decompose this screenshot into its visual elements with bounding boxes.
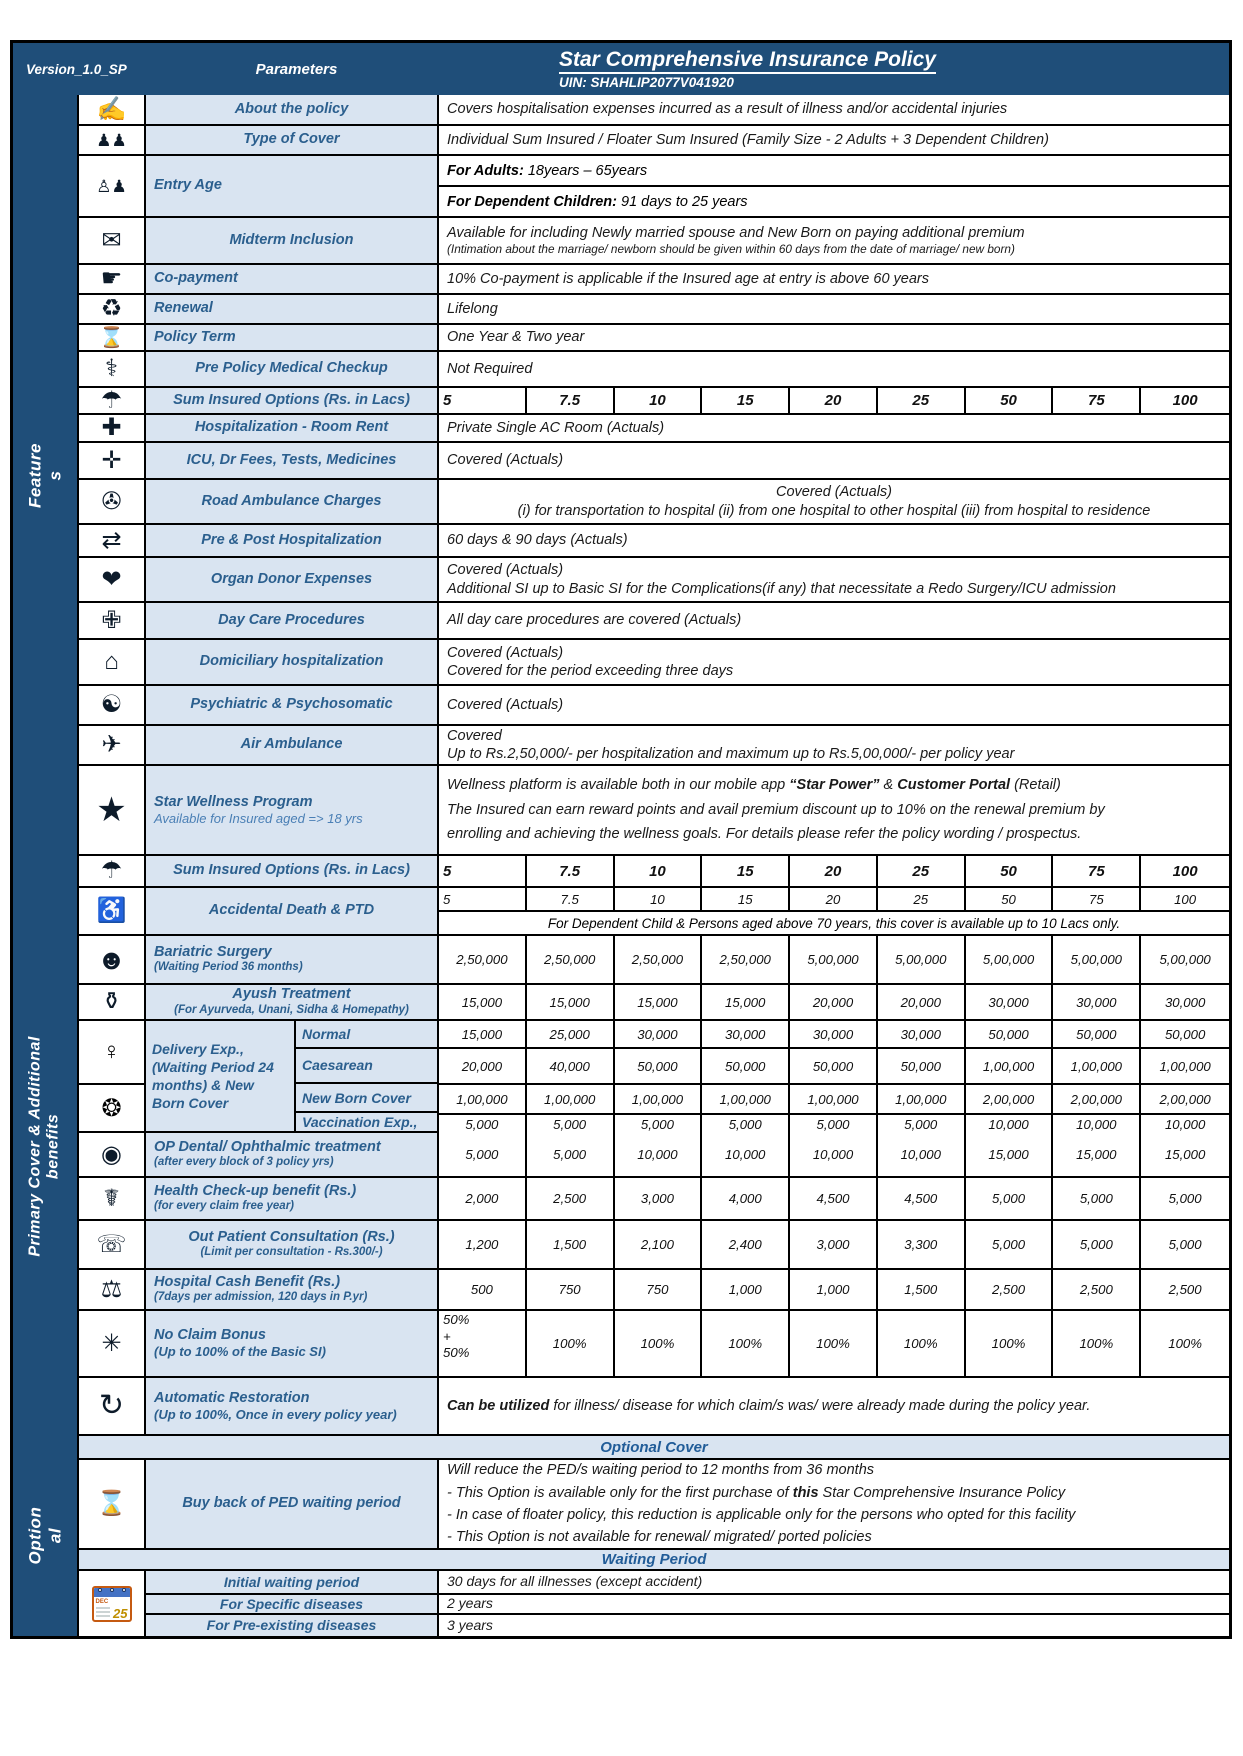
- medical-checkup-icon: ⚕: [79, 352, 146, 386]
- accidental-death-row: [79, 888, 1229, 936]
- row-label: Out Patient Consultation (Rs.) (Limit per consultation - Rs.300/-): [146, 1221, 439, 1268]
- cash-benefit-icon: ⚖: [79, 1270, 146, 1309]
- row-value: 2 years: [439, 1595, 1229, 1613]
- row-sublabel: (Limit per consultation - Rs.300/-): [200, 1246, 383, 1259]
- preexisting-diseases-row: [146, 1615, 1229, 1636]
- organ-donor-icon: ❤: [79, 558, 146, 601]
- pregnancy-icon: ♀: [79, 1021, 144, 1085]
- row-label: Domiciliary hospitalization: [146, 640, 439, 684]
- vaccination-values-row: 5,000 5,000 5,000 5,000 5,000 5,000 10,000 10,000 10,000: [439, 1115, 1229, 1133]
- entry-age-children: For Dependent Children: 91 days to 25 years: [439, 187, 1229, 216]
- sum-insured-column: 100: [1172, 862, 1198, 880]
- row-label: Renewal: [146, 295, 439, 323]
- newborn-values-row: 1,00,000 1,00,000 1,00,000 1,00,000 1,00,000 1,00,000 2,00,000 2,00,000 2,00,000: [439, 1085, 1229, 1115]
- buyback-ped-row: [79, 1460, 1229, 1550]
- row-label: Psychiatric & Psychosomatic: [146, 686, 439, 724]
- row-label: Buy back of PED waiting period: [146, 1460, 439, 1548]
- row-value: Not Required: [439, 352, 1229, 386]
- table-row: [79, 766, 1229, 856]
- header-band: [13, 43, 1229, 95]
- row-value: Wellness platform is available both in our mobile app “Star Power” & Customer Portal (Retail) The Insured can earn reward points and avail premium discount up to 10% on the renewal premium by enrolling and achieving the wellness goals. For details please refer the policy wording / prospectus.: [439, 766, 1229, 854]
- row-value: Covered (Actuals) Additional SI up to Basic SI for the Complications(if any) that necessitate a Redo Surgery/ICU admission: [439, 558, 1229, 601]
- sum-insured-column: 5: [439, 856, 527, 886]
- row-value: Private Single AC Room (Actuals): [439, 415, 1229, 441]
- row-label: Co-payment: [146, 265, 439, 293]
- primary-cover-label: Primary Cover & Additional benefits: [26, 1035, 62, 1257]
- value-cell: 20,000: [878, 985, 966, 1019]
- restoration-icon: ↻: [79, 1378, 146, 1434]
- table-row: [79, 265, 1229, 295]
- table-row: [79, 218, 1229, 265]
- row-label: Initial waiting period: [146, 1571, 439, 1593]
- value-cell: 5,00,000: [1053, 936, 1141, 983]
- benefit-row: ⚖ Hospital Cash Benefit (Rs.) (7days per admission, 120 days in P.yr) 500 750 750 1,000 1,000 1,500 2,500 2,500 2,500: [79, 1270, 1229, 1311]
- optional-cover-banner: Optional Cover: [79, 1436, 1229, 1460]
- row-value: Can be utilized for illness/ disease for which claim/s was/ were already made during the policy year.: [439, 1378, 1229, 1434]
- sum-insured-column: 50: [966, 856, 1054, 886]
- row-sublabel: (after every block of 3 policy yrs): [154, 1156, 334, 1169]
- row-label: ICU, Dr Fees, Tests, Medicines: [146, 443, 439, 478]
- umbrella-icon: ☂: [79, 388, 146, 413]
- wheelchair-icon: ♿: [79, 888, 146, 934]
- table-row: [79, 480, 1229, 525]
- no-claim-bonus-row: ✳ No Claim Bonus (Up to 100% of the Basic SI) 50% + 50% 100% 100% 100% 100% 100% 100% 100% 100%: [79, 1311, 1229, 1378]
- value-cell: 2,50,000: [439, 936, 527, 983]
- row-label: About the policy: [146, 95, 439, 124]
- row-value: 30 days for all illnesses (except accident): [439, 1571, 1229, 1593]
- row-value: Covered (Actuals): [439, 686, 1229, 724]
- value-cell: 5,00,000: [966, 936, 1054, 983]
- mental-health-icon: ☯: [79, 686, 146, 724]
- value-cell: 2,50,000: [615, 936, 703, 983]
- hospital-building-icon: ✚: [79, 415, 146, 441]
- sum-insured-column: 10: [615, 388, 703, 413]
- sum-insured-column: 7.5: [527, 388, 615, 413]
- value-cell: 25: [878, 888, 966, 910]
- row-label: Policy Term: [146, 325, 439, 350]
- value-cell: 100: [1174, 891, 1197, 907]
- document-pen-icon: ✍: [79, 95, 146, 124]
- day-care-icon: ✙: [79, 603, 146, 638]
- row-label: For Specific diseases: [146, 1595, 439, 1613]
- row-sublabel: (For Ayurveda, Unani, Sidha & Homepathy): [174, 1003, 409, 1016]
- row-label: Day Care Procedures: [146, 603, 439, 638]
- page-title: Star Comprehensive Insurance Policy: [559, 48, 936, 74]
- doctor-icon: ☤: [79, 1178, 146, 1219]
- value-cell: 15,000: [702, 985, 790, 1019]
- row-label: Organ Donor Expenses: [146, 558, 439, 601]
- bonus-icon: ✳: [79, 1311, 146, 1376]
- table-row: [79, 640, 1229, 686]
- pre-post-arrows-icon: ⇄: [79, 525, 146, 556]
- umbrella-icon: ☂: [79, 856, 146, 886]
- row-label: Midterm Inclusion: [146, 218, 439, 263]
- sum-insured-options-row: [79, 388, 1229, 415]
- row-value: One Year & Two year: [439, 325, 1229, 350]
- parameters-heading: Parameters: [255, 60, 338, 78]
- row-label: OP Dental/ Ophthalmic treatment (after every block of 3 policy yrs): [146, 1133, 439, 1176]
- sidebar-section-optional: [13, 1436, 77, 1636]
- buyback-icon: ⌛: [79, 1460, 146, 1548]
- value-cell: 15,000: [439, 985, 527, 1019]
- table-row: [79, 443, 1229, 480]
- section-sidebar: [13, 95, 79, 1636]
- row-label: Automatic Restoration (Up to 100%, Once in every policy year): [146, 1378, 439, 1434]
- row-value: Covered Up to Rs.2,50,000/- per hospitalization and maximum up to Rs.5,00,000/- per policy year: [439, 726, 1229, 764]
- uin-label: UIN: SHAHLIP2077V041920: [559, 74, 734, 90]
- value-cell: 20,000: [790, 985, 878, 1019]
- row-label: Ayush Treatment (For Ayurveda, Unani, Sidha & Homepathy): [146, 985, 439, 1019]
- dental-eye-icon: ◉: [79, 1133, 146, 1176]
- value-cell: 15,000: [527, 985, 615, 1019]
- benefit-row: ☤ Health Check-up benefit (Rs.) (for every claim free year) 2,000 2,500 3,000 4,000 4,500 4,500 5,000 5,000 5,000: [79, 1178, 1229, 1221]
- sum-insured-column: 20: [790, 856, 878, 886]
- sum-insured-column: 7.5: [527, 856, 615, 886]
- row-value: Lifelong: [439, 295, 1229, 323]
- age-group-icon: ♙♟: [79, 156, 146, 216]
- ambulance-icon: ✇: [79, 480, 146, 523]
- delivery-sublabel-caesarean: Caesarean: [296, 1049, 437, 1084]
- delivery-sublabel-normal: Normal: [296, 1021, 437, 1049]
- row-value: Individual Sum Insured / Floater Sum Insured (Family Size - 2 Adults + 3 Dependent Children): [439, 126, 1229, 154]
- sum-insured-column: 75: [1053, 388, 1141, 413]
- benefit-row: [79, 936, 1229, 985]
- normal-values-row: 15,000 25,000 30,000 30,000 30,000 30,000 50,000 50,000 50,000: [439, 1021, 1229, 1049]
- initial-waiting-row: [146, 1571, 1229, 1595]
- sidebar-section-primary-cover: [13, 856, 77, 1436]
- row-label: Accidental Death & PTD: [146, 888, 439, 934]
- value-cell: 20: [790, 888, 878, 910]
- sum-insured-column: 100: [1172, 392, 1198, 409]
- calendar-icon: DEC 25: [79, 1571, 146, 1636]
- sum-insured-column: 50: [966, 388, 1054, 413]
- row-value: 3 years: [439, 1615, 1229, 1636]
- row-sublabel: (7days per admission, 120 days in P.yr): [154, 1291, 368, 1304]
- row-value: 60 days & 90 days (Actuals): [439, 525, 1229, 556]
- value-cell: 30,000: [966, 985, 1054, 1019]
- table-row: [79, 558, 1229, 603]
- delivery-label: Delivery Exp., (Waiting Period 24 months) & New Born Cover: [146, 1021, 296, 1131]
- row-label: Pre & Post Hospitalization: [146, 525, 439, 556]
- benefit-row: ☏ Out Patient Consultation (Rs.) (Limit per consultation - Rs.300/-) 1,200 1,500 2,100 2,400 3,000 3,300 5,000 5,000 5,000: [79, 1221, 1229, 1270]
- row-value: Covers hospitalisation expenses incurred as a result of illness and/or accidental injuries: [439, 95, 1229, 124]
- delivery-sublabel-newborn: New Born Cover: [296, 1084, 437, 1113]
- mortar-pestle-icon: ⚱: [79, 985, 146, 1019]
- table-row: [79, 415, 1229, 443]
- version-label: Version_1.0_SP: [26, 61, 127, 77]
- row-sublabel: (Waiting Period 36 months): [154, 961, 303, 974]
- table-row: [79, 525, 1229, 558]
- value-cell: 5: [439, 888, 527, 910]
- row-label: Sum Insured Options (Rs. in Lacs): [146, 388, 439, 413]
- row-label: Star Wellness Program Available for Insured aged => 18 yrs: [146, 766, 439, 854]
- row-label: Entry Age: [146, 156, 439, 216]
- table-row: [79, 126, 1229, 156]
- row-value: Covered (Actuals): [439, 443, 1229, 478]
- sidebar-section-features: [13, 95, 77, 856]
- waiting-period-banner: Waiting Period: [79, 1550, 1229, 1571]
- row-label: Bariatric Surgery (Waiting Period 36 months): [146, 936, 439, 983]
- value-cell: 30,000: [1053, 985, 1141, 1019]
- value-cell: 2,50,000: [702, 936, 790, 983]
- row-value: Covered (Actuals) Covered for the period exceeding three days: [439, 640, 1229, 684]
- row-label: For Pre-existing diseases: [146, 1615, 439, 1636]
- row-label: Air Ambulance: [146, 726, 439, 764]
- sum-insured-column: 15: [702, 856, 790, 886]
- row-value: Will reduce the PED/s waiting period to 12 months from 36 months - This Option is available only for the first purchase of this Star Comprehensive Insurance Policy - In case of floater policy, this reduction is applicable only for the persons who opted for this facility - This Option is not available for renewal/ migrated/ ported policies: [439, 1460, 1229, 1548]
- value-cell: 15: [702, 888, 790, 910]
- consultation-desk-icon: ☏: [79, 1221, 146, 1268]
- row-value: Available for including Newly married spouse and New Born on paying additional premium (Intimation about the marriage/ newborn should be given within 60 days from the date of marriage/ new born): [439, 218, 1229, 263]
- hand-money-icon: ☛: [79, 265, 146, 293]
- value-cell: 2,50,000: [527, 936, 615, 983]
- row-sublabel: (for every claim free year): [154, 1200, 294, 1213]
- sum-insured-column: 20: [790, 388, 878, 413]
- row-sublabel: (Up to 100% of the Basic SI): [154, 1344, 326, 1360]
- entry-age-adults: For Adults: 18years – 65years: [439, 156, 1229, 187]
- runner-icon: ★: [79, 766, 146, 854]
- table-row: [79, 603, 1229, 640]
- table-row: [79, 325, 1229, 352]
- row-label: Hospital Cash Benefit (Rs.) (7days per admission, 120 days in P.yr): [146, 1270, 439, 1309]
- value-cell: 5,00,000: [878, 936, 966, 983]
- policy-table: [10, 40, 1232, 1639]
- delivery-newborn-block: [79, 1021, 1229, 1133]
- row-label: Sum Insured Options (Rs. in Lacs): [146, 856, 439, 886]
- value-cell: 7.5: [527, 888, 615, 910]
- benefit-row: [79, 1378, 1229, 1436]
- value-cell: 50: [966, 888, 1054, 910]
- row-label: No Claim Bonus (Up to 100% of the Basic SI): [146, 1311, 439, 1376]
- row-label: Pre Policy Medical Checkup: [146, 352, 439, 386]
- icu-bed-icon: ✛: [79, 443, 146, 478]
- value-cell: 75: [1053, 888, 1141, 910]
- caesarean-values-row: 20,000 40,000 50,000 50,000 50,000 50,000 1,00,000 1,00,000 1,00,000: [439, 1049, 1229, 1085]
- row-label: Type of Cover: [146, 126, 439, 154]
- hourglass-icon: ⌛: [79, 325, 146, 350]
- table-row: [79, 686, 1229, 726]
- sum-insured-column: 25: [878, 388, 966, 413]
- row-sublabel: Available for Insured aged => 18 yrs: [154, 810, 363, 826]
- sum-insured-column: 10: [615, 856, 703, 886]
- benefit-row: ◉ OP Dental/ Ophthalmic treatment (after every block of 3 policy yrs) 5,000 5,000 10,000 10,000 10,000 10,000 15,000 15,000 15,000: [79, 1133, 1229, 1178]
- benefit-row: [79, 985, 1229, 1021]
- table-row: [79, 352, 1229, 388]
- optional-label: Optional: [25, 1507, 64, 1565]
- family-icon: ♟♟: [79, 126, 146, 154]
- sum-insured-column: 25: [878, 856, 966, 886]
- row-label: Road Ambulance Charges: [146, 480, 439, 523]
- home-care-icon: ⌂: [79, 640, 146, 684]
- table-row: [79, 726, 1229, 766]
- title-block: [443, 48, 1229, 91]
- value-cell: 10: [615, 888, 703, 910]
- value-cell: 50% + 50%: [439, 1311, 527, 1376]
- helicopter-icon: ✈: [79, 726, 146, 764]
- table-row: [79, 295, 1229, 325]
- value-cell: 30,000: [1164, 994, 1206, 1010]
- row-sublabel: (Up to 100%, Once in every policy year): [154, 1406, 397, 1422]
- specific-diseases-row: [146, 1595, 1229, 1615]
- sum-insured-column: 75: [1053, 856, 1141, 886]
- bariatric-icon: ☻: [79, 936, 146, 983]
- row-label: Hospitalization - Room Rent: [146, 415, 439, 441]
- sum-insured-column: 5: [439, 388, 527, 413]
- newborn-shield-icon: ❂: [101, 1094, 122, 1122]
- row-value: Covered (Actuals) (i) for transportation to hospital (ii) from one hospital to other hospital (iii) from hospital to residence: [439, 480, 1229, 523]
- features-label: Features: [25, 443, 64, 508]
- delivery-sublabel-vaccination: Vaccination Exp.,: [296, 1113, 437, 1131]
- row-value: 10% Co-payment is applicable if the Insured age at entry is above 60 years: [439, 265, 1229, 293]
- table-row: [79, 95, 1229, 126]
- table-row: [79, 156, 1229, 218]
- id-card-icon: ✉: [79, 218, 146, 263]
- sum-insured-column: 15: [702, 388, 790, 413]
- value-cell: 5,00,000: [790, 936, 878, 983]
- sum-insured-options-row: [79, 856, 1229, 888]
- waiting-period-block: [79, 1571, 1229, 1636]
- row-value: All day care procedures are covered (Actuals): [439, 603, 1229, 638]
- renewal-cycle-icon: ♻: [79, 295, 146, 323]
- value-cell: 15,000: [615, 985, 703, 1019]
- accidental-note: For Dependent Child & Persons aged above 70 years, this cover is available up to 10 Lacs only.: [439, 912, 1229, 934]
- value-cell: 5,00,000: [1159, 952, 1211, 967]
- row-label: Health Check-up benefit (Rs.) (for every claim free year): [146, 1178, 439, 1219]
